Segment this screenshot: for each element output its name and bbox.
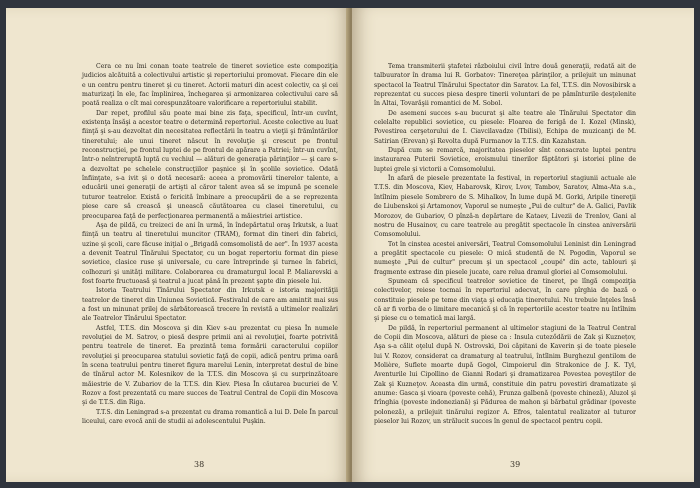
- paragraph: De asemeni succes s-au bucurat şi alte teatre ale Tînărului Spectator din celelalte republici sovietice, cu piesele: Floarea de ferigă de I. Kozel (Minsk), Povestirea cerşetorului de I. Ciavcilavadze (Tbilisi), Echipa de muzicanţi de M. Satirian (Erevan) şi Revolta după Furmanov la T.T.S. din Kazahstan.: [374, 109, 636, 145]
- left-page-text: [82, 62, 338, 426]
- left-page-number: 38: [194, 460, 205, 469]
- paragraph: Astfel, T.T.S. din Moscova şi din Kiev s-au prezentat cu piesa În numele revoluţiei de M. Satrov, o piesă despre primii ani ai revoluţiei, foarte potrivită pentru teatrele de tineret. Ea prezintă tema formării caracterului copiilor revoluţiei şi preocuparea statului sovietic faţă de copii, adică pentru prima oară în scena teatrului pentru tineret figura marelui Lenin, interpretat destul de bine de tînărul actor M. Kolesnikov de la T.T.S. din Moscova şi cu surprinzătoare măiestrie de V. Zubariov de la T.T.S. din Kiev. Piesa În căutarea bucuriei de V. Rozov a fost prezentată cu mare succes de Teatrul Central de Copii din Moscova şi de T.T.S. din Riga.: [82, 324, 338, 407]
- paragraph: Tema transmiterii ştafetei războiului civil între două generaţii, redată ait de talbuurator în drama lui R. Gorbatov: Tinereţea părinţilor, a prilejuit un minunat spectacol la Teatrul Tînărului Spectator din Saratov. La fel, T.T.S. din Novosibirsk a reprezentat cu succes piesa despre tinerii voluntari de pe pămînturile desţelenite în Altai, Tovarăşii romantici de M. Sobol.: [374, 63, 636, 108]
- paragraph: De pildă, în repertoriul permanent al ultimelor stagiuni de la Teatrul Central de Copii din Moscova, alături de piese ca : Insula cuteződării de Zak şi Kuznețov, Aşa s-a călit oţelul după N. Ostrovski, Doi căpitani de Kaverin şi de toate piesele lui V. Rozov, considerat ca dramaturg al teatrului, întîlnim Burghezul gentilom de Molière, Suflete moarte după Gogol, Cimpoierul din Strakonice de J. K. Tyl, Aventurile lui Cipollino de Gianni Rodari şi dramatizarea Povestea poveştilor de Zak şi Kuzneţov. Aceasta din urmă, constituie din patru povestiri dramatizate şi anume: Gasca şi vioara (poveste cehă), Frunza galbenă (poveste chineză), Aluzol şi frînghia (poveste indoneziană) şi Pădurea de mahon şi bărbatul grădinar (poveste poloneză), a prilejuit tinărului regizor A. Efros, talentatul realizator al tuturor pieselor lui Rozov, un strălucit succes în genul de spectacol pentru copii.: [374, 324, 636, 426]
- right-page-number: 39: [510, 460, 521, 469]
- left-page: [6, 8, 350, 482]
- paragraph: Istoria Teatrului Tînărului Spectator din Irkutsk e istoria majorităţii teatrelor de tineret din Uniunea Sovietică. Festivalul de care am amintit mai sus a fost un minunat prilej de sărbătorească trecere în revistă a ultimelor realizări ale Teatrelor Tînărului Spectator.: [82, 287, 338, 323]
- paragraph: Spuneam că specificul teatrelor sovietice de tineret, pe lîngă compoziţia colectivelor, reiese tocmai în repertoriul adecvat, în care pîrghia de bază o constituie piesele pe teme din viaţa şi educaţia tineretului. Nu trebuie înţeles însă că ar fi vorba de o limitare mecanică şi că în repertoriile acestor teatre nu întîlnim şi piese cu o tematică mai largă.: [374, 277, 636, 323]
- right-page-text: [374, 62, 636, 426]
- paragraph: T.T.S. din Leningrad s-a prezentat cu drama romantică a lui D. Dele În parcul liceului, care evocă anii de studii ai adolescentului Puşkin.: [82, 408, 338, 426]
- paragraph: Aşa de pildă, cu treizeci de ani în urmă, în îndepărtatul oraş Irkutsk, a luat fiinţă un teatru al tineretului muncitor (TRAM), format din tineri din fabrici, uzine şi şcoli, care făcuse iniţial o „Brigadă comsomolistă de aer". În 1937 acesta a devenit Teatrul Tînărului Spectator, cu un bogat repertoriu format din piese sovietice, clasice ruse şi universale, cu care întreprinde şi turnee în fabrici, colhozuri şi unităţi militare. Colaborarea cu dramaturgul local P. Maliarevski a fost foarte fructuoasă şi teatrul a jucat până în prezent şapte din piesele lui.: [82, 221, 338, 285]
- paragraph: Dar repet, profilul său poate mai bine zis faţa, specificul, într-un cuvînt, existenţa însăşi a acestor teatre o determină repertoriul. Aceste colective au luat fiinţă şi s-au dezvoltat din necesitatea reflectării în teatru a vieţii şi frămîntărilor tineretului; ale unui tineret născut în revoluţie şi crescut pe frontul reconstrucţiei, pe frontul luptei de pe frontul de apărare a Patriei; într-un cuvînt, într-o neîntreruptă luptă cu vechiul — alături de generaţia părinţilor — şi care s-a dezvoltat pe schelele construcţiilor paşnice şi în şcolile sovietice. Odată înfiinţate, s-a ivit şi o dotă necesară: aceea a promovării tinerelor talente, a educării unei generaţii de artişti al căror talent avea să se impună pe scenele tuturor teatrelor. Există o fericită îmbinare a preocupării de a se reprezenta piese care să crească şi unească căutătoarea cu clasei tineretului, cu preocuparea faţă de perfecţionarea permanentă a măiestriei artistice.: [82, 109, 338, 220]
- paragraph: După cum se remarcă, majoritatea pieselor sînt consacrate luptei pentru instaurarea Puterii Sovietice, eroismului tinerilor făptători şi istoriei pline de luptei grele şi victorii a Comsomolului.: [374, 147, 636, 173]
- paragraph: Cera ce nu îmi conan toate teatrele de tineret sovietice este compoziţia judicios alcătuită a colectivului artistic şi repertoriului promovat. Fiecare din ele e un centru pentru tineret şi cu tineret. Actorii maturi din acest colectiv, ca şi cei maturizaţi în ele, fac împlinirea, închegarea şi armonizarea colectivului care să poată realiza o cît mai corespunzătoare valorificare a repertoriului stabilit.: [82, 63, 338, 108]
- paragraph: În afară de piesele prezentate la festival, in repertoriul stagiunii actuale ale T.T.S. din Moscova, Kiev, Habarovsk, Kirov, Lvov, Tambov, Saratov, Alma-Ata s.a., întîlnim piesele Sombrero de S. Mihalkov, În lume după M. Gorki, Aripile tinereţii de Liubenskoi şi Artamonov, Vaporul se numeşte „Pui de cultur" de A. Galici, Pavlik Morozov, de Gubariov, O pînză-n depărtare de Kataev, Livezii de Trenlov, Gani al nostru de Husainov, cu care teatrele au pregătit spectacole în cinstea aniversării Comsomolului.: [374, 175, 636, 239]
- paragraph: Tot în cinstea acestei aniversări, Teatrul Comsomolului Leninist din Leningrad a pregătit spectacole cu piesele: O mică studentă de N. Pogodin, Vaporul se numeşte „Pui de cultur" precum şi un spectacol „coupé" din acte, tablouri şi fragmente extrase din piesele jucate, care relua dramul gloriei al Comsomolului.: [374, 240, 636, 276]
- right-page: [352, 8, 694, 482]
